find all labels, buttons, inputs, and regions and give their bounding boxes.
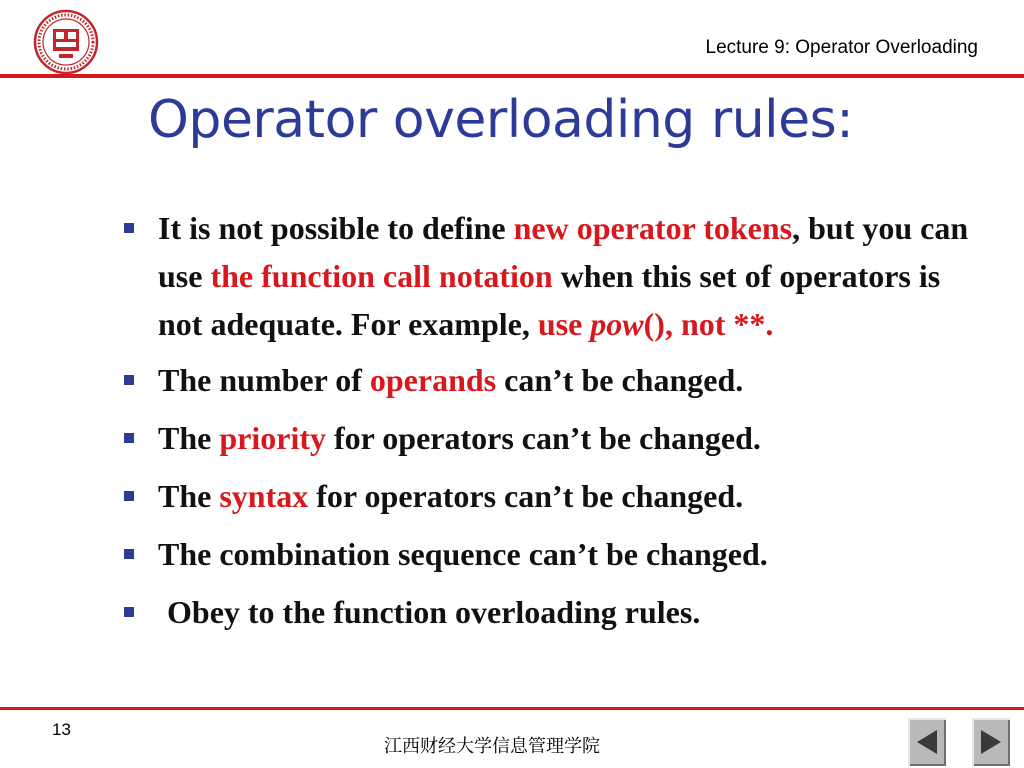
square-bullet-icon <box>124 549 134 559</box>
highlight-text: syntax <box>219 478 309 514</box>
highlight-text: use <box>537 306 591 342</box>
bullet-item <box>120 588 980 636</box>
next-slide-button[interactable] <box>972 718 1010 766</box>
page-number: 13 <box>52 720 71 739</box>
highlight-text: the function call notation <box>210 258 553 294</box>
bullet-item <box>120 414 980 462</box>
bullet-text: It is not possible to define new operator tokens, but you can use the function call notation when this set of operators is not adequate. For example, use pow(), not **. <box>158 210 969 342</box>
square-bullet-icon <box>124 375 134 385</box>
highlight-text: new operator tokens <box>513 210 793 246</box>
bullet-text: Obey to the function overloading rules. <box>167 594 701 630</box>
header-divider <box>0 74 1024 78</box>
square-bullet-icon <box>124 491 134 501</box>
previous-slide-button[interactable] <box>908 718 946 766</box>
university-seal-logo <box>33 9 99 75</box>
bullet-item <box>120 356 980 404</box>
square-bullet-icon <box>124 223 134 233</box>
square-bullet-icon <box>124 433 134 443</box>
highlight-text: priority <box>219 420 326 456</box>
bullet-text: The priority for operators can’t be changed. <box>158 420 761 456</box>
slide-title: Operator overloading rules: <box>148 90 854 150</box>
highlight-text: (), not **. <box>643 306 774 342</box>
triangle-left-icon <box>908 718 946 766</box>
triangle-right-icon <box>972 718 1010 766</box>
lecture-header-title: Lecture 9: Operator Overloading <box>705 37 978 58</box>
bullet-item <box>120 204 980 348</box>
bullet-text: The number of operands can’t be changed. <box>158 362 744 398</box>
bullet-item <box>120 530 980 578</box>
square-bullet-icon <box>124 607 134 617</box>
footer-divider <box>0 707 1024 710</box>
bullet-list <box>120 204 980 636</box>
highlight-italic-text: pow <box>590 306 644 342</box>
bullet-text: The syntax for operators can’t be changed. <box>158 478 744 514</box>
highlight-text: operands <box>369 362 497 398</box>
bullet-item <box>120 472 980 520</box>
institution-name: 江西财经大学信息管理学院 <box>384 736 600 757</box>
bullet-text: The combination sequence can’t be changed. <box>158 536 768 572</box>
